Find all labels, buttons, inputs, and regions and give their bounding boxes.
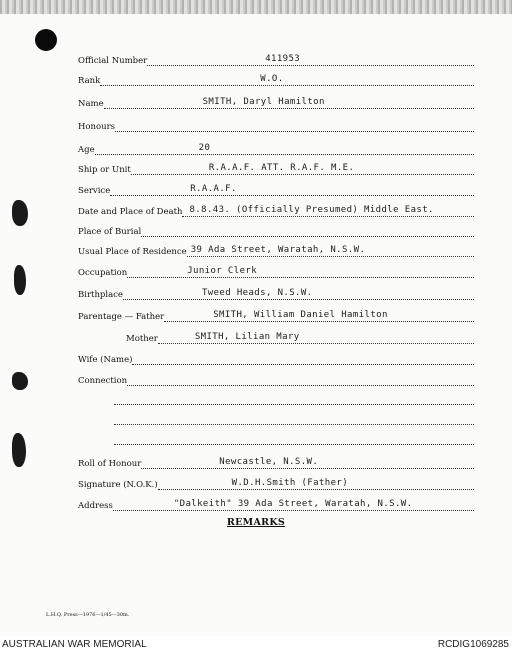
field-signature-nok (78, 476, 474, 490)
punch-hole (35, 29, 57, 51)
field-label: Occupation (78, 268, 128, 278)
field-connection (78, 372, 474, 386)
field-value: 20 (198, 143, 211, 153)
field-birthplace (78, 286, 474, 300)
field-value-line (141, 456, 474, 469)
field-value-line (132, 352, 474, 365)
field-parentage-father (78, 308, 474, 322)
field-value: 411953 (265, 54, 301, 64)
field-label: Address (78, 501, 113, 511)
field-label: Usual Place of Residence (78, 247, 187, 257)
field-place-of-burial (78, 223, 474, 237)
field-official-number (78, 52, 474, 66)
field-value-line (127, 373, 474, 386)
field-label: Age (78, 145, 95, 155)
field-value-line (110, 183, 474, 196)
field-mother (78, 330, 474, 344)
field-value-line (104, 96, 474, 109)
field-value-line (164, 309, 474, 322)
field-usual-residence (78, 243, 474, 257)
field-wife (78, 351, 474, 365)
field-label: Ship or Unit (78, 165, 131, 175)
field-label: Mother (126, 334, 158, 344)
field-value: 39 Ada Street, Waratah, N.S.W. (190, 245, 366, 255)
field-value-line (147, 53, 474, 66)
field-value: R.A.A.F. (190, 184, 237, 194)
field-label: Service (78, 186, 111, 196)
field-service (78, 182, 474, 196)
binding-mark (14, 265, 26, 295)
field-label: Birthplace (78, 290, 123, 300)
field-value-line (158, 331, 474, 344)
field-occupation (78, 264, 474, 278)
field-value: SMITH, William Daniel Hamilton (213, 310, 388, 320)
field-value-line (127, 265, 474, 278)
field-value-line (123, 287, 474, 300)
field-label: Rank (78, 76, 101, 86)
connection-line (114, 432, 474, 445)
field-value: Tweed Heads, N.S.W. (201, 288, 313, 298)
field-date-place-death (78, 203, 474, 217)
field-value-line (113, 498, 474, 511)
field-value-line (158, 477, 474, 490)
field-value-line (100, 73, 474, 86)
field-label: Wife (Name) (78, 355, 133, 365)
printer-imprint: L.H.Q. Press—1976—1/45—30m. (46, 612, 130, 618)
field-value: R.A.A.F. ATT. R.A.F. M.E. (208, 163, 355, 173)
field-value-line (115, 119, 474, 132)
field-rank (78, 72, 474, 86)
field-value: 8.8.43. (Officially Presumed) Middle East. (189, 205, 434, 215)
field-value: Newcastle, N.S.W. (219, 457, 319, 467)
connection-line (114, 392, 474, 405)
field-value: SMITH, Daryl Hamilton (202, 97, 325, 107)
archive-name: AUSTRALIAN WAR MEMORIAL (2, 639, 147, 650)
binding-mark (12, 200, 28, 226)
binding-mark (12, 372, 28, 390)
field-value-line (182, 204, 474, 217)
field-label: Name (78, 99, 104, 109)
field-value: SMITH, Lilian Mary (194, 332, 300, 342)
document-id: RCDIG1069285 (437, 639, 509, 650)
field-label: Parentage — Father (78, 312, 165, 322)
field-value-line (141, 224, 474, 237)
field-label: Honours (78, 122, 116, 132)
field-roll-of-honour (78, 455, 474, 469)
field-value: "Dalkeith" 39 Ada Street, Waratah, N.S.W. (173, 499, 413, 509)
field-address (78, 497, 474, 511)
binding-mark (12, 433, 26, 467)
field-label: Place of Burial (78, 227, 142, 237)
field-value: W.O. (260, 74, 284, 84)
field-value-line (95, 142, 474, 155)
field-ship-or-unit (78, 161, 474, 175)
field-value: Junior Clerk (187, 266, 258, 276)
field-value: W.D.H.Smith (Father) (231, 478, 349, 488)
archive-footer (0, 639, 512, 654)
field-honours (78, 118, 474, 132)
connection-line (114, 412, 474, 425)
field-label: Official Number (78, 56, 148, 66)
field-name (78, 95, 474, 109)
field-label: Signature (N.O.K.) (78, 480, 158, 490)
remarks-heading: REMARKS (226, 517, 286, 528)
scan-top-edge (0, 0, 512, 14)
field-label: Roll of Honour (78, 459, 142, 469)
field-label: Date and Place of Death (78, 207, 183, 217)
field-value-line (187, 244, 474, 257)
field-label: Connection (78, 376, 128, 386)
field-value-line (131, 162, 474, 175)
field-age (78, 141, 474, 155)
